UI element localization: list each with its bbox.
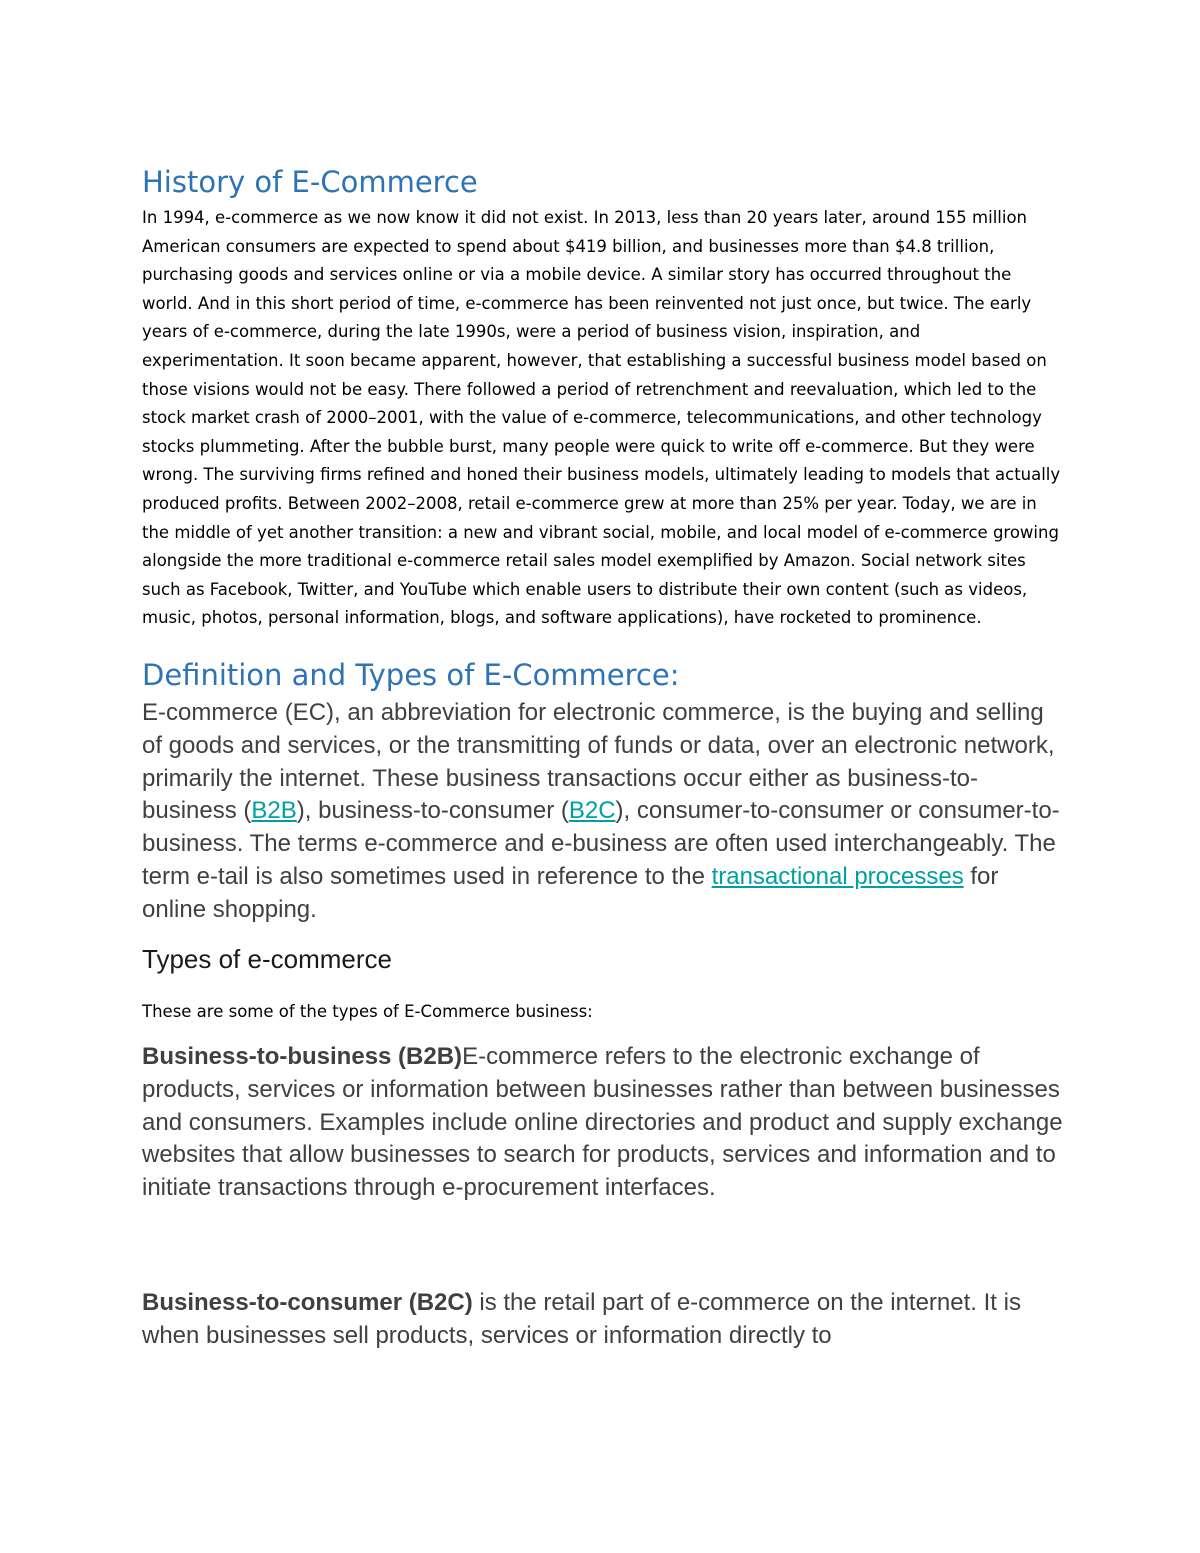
b2b-text: E-commerce refers to the electronic exchange of products, services or information between businesses rather than between businesses and consumers. Examples include online directories and product and supply exchange websites that allow businesses to search for products, services and information and to initiate transactions through e-procurement interfaces. bbox=[142, 1043, 1063, 1202]
definition-text-1: E-commerce (EC), an abbreviation for electronic commerce, is the buying and selling of goods and services, or the transmitting of funds or data, over an electronic network, primarily the internet. These business transactions occur either as business-to-business ( bbox=[142, 698, 1055, 825]
definition-text-4: for online shopping. bbox=[142, 862, 999, 923]
definition-text-3: ), consumer-to-consumer or consumer-to-business. The terms e-commerce and e-business are often used interchangeably. The term e-tail is also sometimes used in reference to the bbox=[142, 797, 1060, 890]
types-intro: These are some of the types of E-Commerce business: bbox=[142, 1002, 593, 1022]
definition-heading: Definition and Types of E-Commerce: bbox=[142, 657, 680, 692]
types-heading: Types of e-commerce bbox=[142, 944, 392, 975]
b2c-paragraph bbox=[142, 1287, 1067, 1353]
b2c-label: Business-to-consumer (B2C) bbox=[142, 1289, 473, 1317]
document-page bbox=[142, 160, 1067, 1353]
b2c-link[interactable]: B2C bbox=[568, 797, 616, 825]
b2b-link[interactable]: B2B bbox=[251, 797, 297, 825]
definition-paragraph bbox=[142, 697, 1067, 927]
b2b-label: Business-to-business (B2B) bbox=[142, 1043, 463, 1071]
transactional-processes-link[interactable]: transactional processes bbox=[711, 862, 964, 890]
history-heading: History of E-Commerce bbox=[142, 165, 478, 199]
definition-text-2: ), business-to-consumer ( bbox=[296, 797, 569, 825]
b2c-text: is the retail part of e-commerce on the internet. It is when businesses sell products, services or information directly to bbox=[142, 1289, 1021, 1349]
b2b-paragraph bbox=[142, 1041, 1067, 1205]
history-paragraph: In 1994, e-commerce as we now know it did not exist. In 2013, less than 20 years later, around 155 million American consumers are expected to spend about $419 billion, and businesses more than $4.8 trillion, purchasing goods and services online or via a mobile device. A similar story has occurred throughout the world. And in this short period of time, e-commerce has been reinvented not just once, but twice. The early years of e-commerce, during the late 1990s, were a period of business vision, inspiration, and experimentation. It soon became apparent, however, that establishing a successful business model based on those visions would not be easy. There followed a period of retrenchment and reevaluation, which led to the stock market crash of 2000–2001, with the value of e-commerce, telecommunications, and other technology stocks plummeting. After the bubble burst, many people were quick to write off e-commerce. But they were wrong. The surviving firms refined and honed their business models, ultimately leading to models that actually produced profits. Between 2002–2008, retail e-commerce grew at more than 25% per year. Today, we are in the middle of yet another transition: a new and vibrant social, mobile, and local model of e-commerce growing alongside the more traditional e-commerce retail sales model exemplified by Amazon. Social network sites such as Facebook, Twitter, and YouTube which enable users to distribute their own content (such as videos, music, photos, personal information, blogs, and software applications), have rocketed to prominence. bbox=[142, 208, 1061, 628]
